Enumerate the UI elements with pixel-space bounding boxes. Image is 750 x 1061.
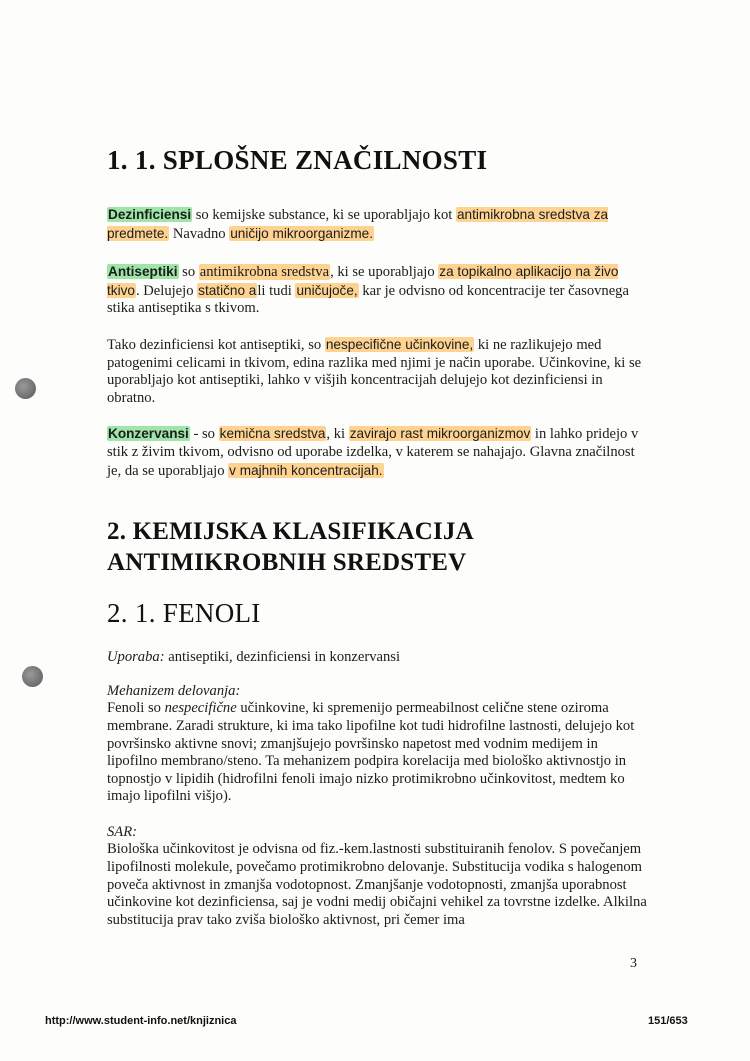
- punch-hole-bottom: [22, 666, 43, 687]
- highlight-unicijo: uničijo mikroorganizme.: [230, 225, 373, 241]
- paragraph-sar: SAR: Biološka učinkovitost je odvisna od fiz.-kem.lastnosti substituiranih fenolov. S povečanjem lipofilnosti molekule, povečamo protimikrobno delovanje. Substitucija vodika s halogenom poveča aktivnost in zmanjša vodotopnost. Zmanjšanje vodotopnosti, zmanjša uporabnost učinkovine kot dezinficiensa, saj je vodni medij običajni vehikel za tovrstne izdelke. Alkilna substitucija prav tako zviša biološko aktivnost, pri čemer ima: [107, 823, 647, 928]
- paragraph-dezinficiensi: Dezinficiensi so kemijske substance, ki se uporabljajo kot antimikrobna sredstva za predmete. Navadno uničijo mikroorganizme.: [107, 207, 609, 242]
- highlight-antimikrobna-predmete: antimikrobna sredstva za predmete.: [107, 207, 609, 241]
- label-mehanizem: Mehanizem delovanja:: [107, 682, 241, 699]
- heading-fenoli: 2. 1. FENOLI: [107, 598, 261, 629]
- highlight-zavirajo: zavirajo rast mikroorganizmov: [349, 426, 531, 442]
- term-konzervansi: Konzervansi: [108, 426, 189, 442]
- page-content: [107, 145, 647, 929]
- punch-hole-top: [15, 378, 36, 399]
- highlight-unicujoce: uničujoče,: [296, 282, 358, 298]
- highlight-kemicna: kemična sredstva: [219, 426, 326, 442]
- highlight-antimikrobna: antimikrobna sredstva: [199, 264, 330, 281]
- highlight-topikalno: za topikalno aplikacijo na živo tkivo: [107, 264, 619, 298]
- paragraph-uporaba: Uporaba: antiseptiki, dezinficiensi in konzervansi: [107, 649, 401, 666]
- term-antiseptiki: Antiseptiki: [108, 264, 178, 280]
- term-dezinficiensi: Dezinficiensi: [108, 207, 192, 222]
- label-sar: SAR:: [107, 823, 137, 840]
- label-uporaba: Uporaba:: [107, 649, 165, 666]
- paragraph-konzervansi: Konzervansi - so kemična sredstva, ki zavirajo rast mikroorganizmov in lahko pridejo v stik z živim tkivom, odvisno od uporabe izdelka, v katerem se nahajajo. Glavna značilnost je, da se uporabljajo v majhnih koncentracijah.: [107, 426, 639, 479]
- heading-kemijska-klasifikacija: 2. KEMIJSKA KLASIFIKACIJA ANTIMIKROBNIH SREDSTEV: [107, 518, 474, 577]
- paragraph-tako-dezinficiensi: Tako dezinficiensi kot antiseptiki, so nespecifične učinkovine, ki ne razlikujejo med patogenimi celicami in tkivom, edina razlika med njimi je način uporabe. Učinkovine, ki se uporabljajo kot antiseptiki, lahko v višjih koncentracijah delujejo kot dezinficiensi in obratno.: [107, 336, 642, 406]
- footer-page-count: 151/653: [648, 1015, 688, 1027]
- highlight-staticno: statično a: [198, 282, 257, 298]
- heading-splosne-znacilnosti: 1. 1. SPLOŠNE ZNAČILNOSTI: [107, 145, 488, 175]
- page-number: 3: [630, 956, 637, 971]
- paragraph-mehanizem: Mehanizem delovanja: Fenoli so nespecifične učinkovine, ki spremenijo permeabilnost celične stene oziroma membrane. Zaradi strukture, ki ima tako lipofilne kot tudi hidrofilne lastnosti, delujejo kot površinsko aktivne snovi; zmanjšujejo površinsko napetost med vodnim medijem in lipofilno membrano/steno. Ta mehanizem podpira korelacija med biološko aktivnostjo in topnostjo v lipidih (hidrofilni fenoli imajo nizko protimikrobno učinkovitost, medtem ko imajo lipofilni višjo).: [107, 682, 635, 805]
- footer-url[interactable]: http://www.student-info.net/knjiznica: [45, 1015, 237, 1027]
- highlight-majhnih: v majhnih koncentracijah.: [229, 462, 383, 478]
- highlight-nespecificne: nespecifične učinkovine,: [325, 336, 474, 352]
- paragraph-antiseptiki: Antiseptiki so antimikrobna sredstva, ki se uporabljajo za topikalno aplikacijo na živo tkivo. Delujejo statično ali tudi uničujoče, kar je odvisno od koncentracije ter časovnega stika antiseptika s tkivom.: [107, 264, 629, 317]
